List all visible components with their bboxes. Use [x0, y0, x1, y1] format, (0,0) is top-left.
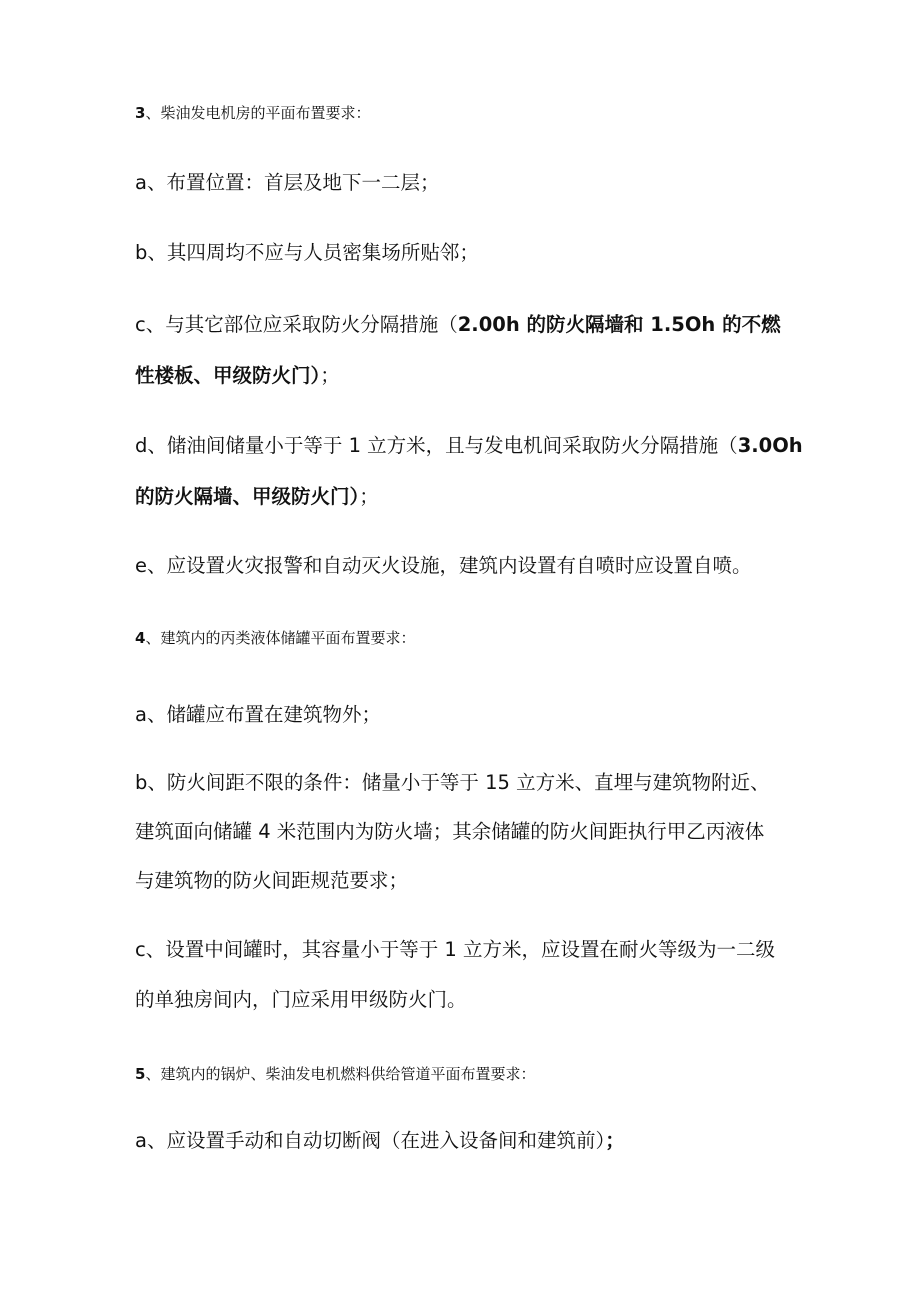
- item-text: c、设置中间罐时，其容量小于等于 1 立方米，应设置在耐火等级为一二级: [135, 938, 776, 961]
- item-text: a、布置位置：首层及地下一二层；: [135, 171, 440, 194]
- item-text-bold: ；: [605, 1129, 625, 1152]
- item-text: b、其四周均不应与人员密集场所贴邻；: [135, 241, 479, 264]
- section-title: 、建筑内的丙类液体储罐平面布置要求：: [145, 629, 416, 647]
- item-text-bold: 性楼板、甲级防火门）: [135, 364, 321, 387]
- list-item-continuation: [135, 865, 408, 893]
- section-number: 3: [135, 104, 146, 122]
- list-item-continuation: [135, 360, 340, 388]
- item-text: a、应设置手动和自动切断阀（在进入设备间和建筑前）: [135, 1129, 606, 1152]
- list-item: [135, 430, 803, 458]
- list-item: [135, 934, 775, 962]
- item-text-bold: 的防火隔墙、甲级防火门）: [135, 485, 360, 508]
- list-item: [135, 167, 439, 195]
- item-text: c、与其它部位应采取防火分隔措施（: [135, 313, 458, 336]
- list-item: [135, 309, 781, 337]
- item-text: e、应设置火灾报警和自动灭火设施，建筑内设置有自喷时应设置自喷。: [135, 554, 752, 577]
- section-title: 、柴油发电机房的平面布置要求：: [145, 104, 371, 122]
- item-text: 与建筑物的防火间距规范要求；: [135, 869, 409, 892]
- list-item: [135, 767, 770, 795]
- list-item: [135, 550, 752, 578]
- item-text: 建筑面向储罐 4 米范围内为防火墙；其余储罐的防火间距执行甲乙丙液体: [135, 820, 765, 843]
- item-text: a、储罐应布置在建筑物外；: [135, 703, 381, 726]
- list-item-continuation: [135, 984, 467, 1012]
- section-number: 5: [135, 1065, 146, 1083]
- list-item: [135, 699, 381, 727]
- item-text: 的单独房间内，门应采用甲级防火门。: [135, 988, 467, 1011]
- section-heading: [135, 102, 370, 123]
- list-item-continuation: [135, 816, 764, 844]
- item-text: ；: [320, 364, 340, 387]
- item-text-bold: 3.0Oh: [737, 434, 803, 457]
- list-item: [135, 1125, 625, 1153]
- section-heading: [135, 1063, 535, 1084]
- section-heading: [135, 627, 415, 648]
- item-text: ；: [359, 485, 379, 508]
- list-item: [135, 237, 479, 265]
- item-text-bold: 2.00h 的防火隔墙和 1.5Oh 的不燃: [457, 313, 781, 336]
- item-text: b、防火间距不限的条件：储量小于等于 15 立方米、直埋与建筑物附近、: [135, 771, 770, 794]
- list-item-continuation: [135, 481, 379, 509]
- section-number: 4: [135, 629, 146, 647]
- item-text: d、储油间储量小于等于 1 立方米，且与发电机间采取防火分隔措施（: [135, 434, 738, 457]
- section-title: 、建筑内的锅炉、柴油发电机燃料供给管道平面布置要求：: [145, 1065, 536, 1083]
